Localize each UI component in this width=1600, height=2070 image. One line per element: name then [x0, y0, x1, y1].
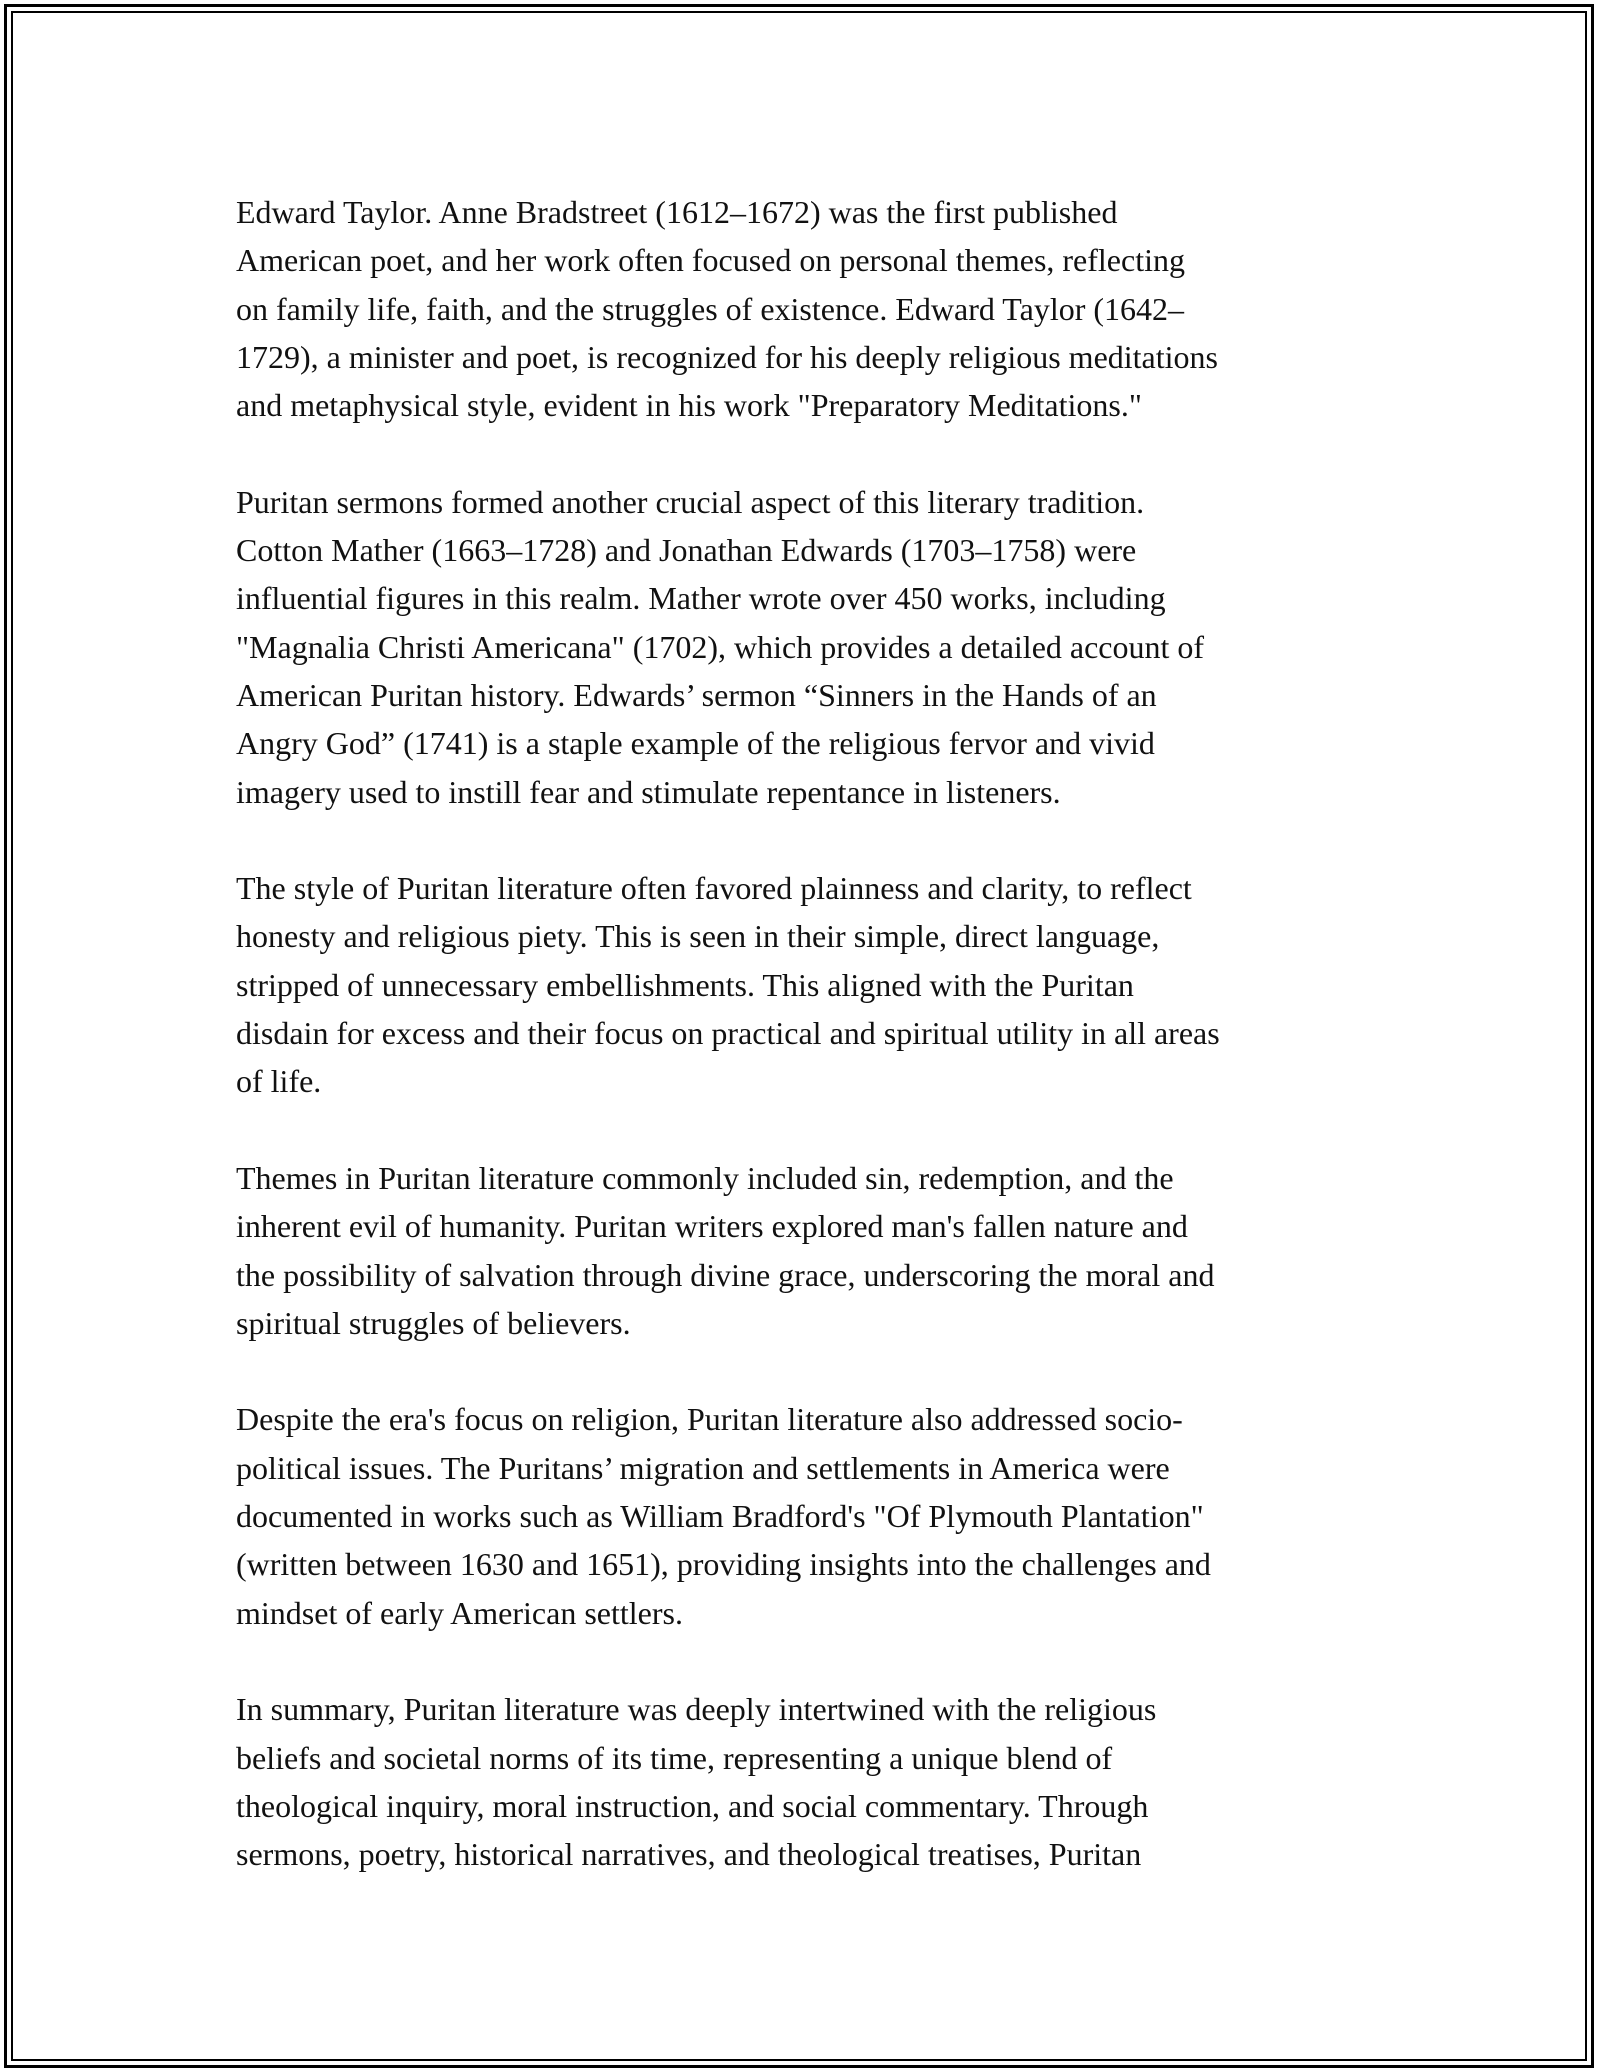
text-line: sermons, poetry, historical narratives, and theological treatises, Puritan — [236, 1836, 1142, 1873]
text-line: inherent evil of humanity. Puritan writers explored man's fallen nature and — [236, 1208, 1188, 1245]
text-line: Themes in Puritan literature commonly included sin, redemption, and the — [236, 1159, 1174, 1196]
paragraph-6 — [236, 1685, 1376, 1878]
paragraph-4 — [236, 1154, 1376, 1347]
text-line: imagery used to instill fear and stimulate repentance in listeners. — [236, 773, 1061, 810]
text-line: of life. — [236, 1063, 322, 1100]
text-line: "Magnalia Christi Americana" (1702), which provides a detailed account of — [236, 628, 1205, 665]
text-line: 1729), a minister and poet, is recognized for his deeply religious meditations — [236, 338, 1218, 375]
text-line: Puritan sermons formed another crucial aspect of this literary tradition. — [236, 483, 1145, 520]
paragraph-2 — [236, 478, 1376, 816]
text-line: documented in works such as William Bradford's "Of Plymouth Plantation" — [236, 1498, 1204, 1535]
text-line: Despite the era's focus on religion, Puritan literature also addressed socio- — [236, 1401, 1183, 1438]
text-line: American poet, and her work often focused on personal themes, reflecting — [236, 242, 1185, 279]
text-line: mindset of early American settlers. — [236, 1594, 683, 1631]
text-line: theological inquiry, moral instruction, and social commentary. Through — [236, 1787, 1149, 1824]
text-line: honesty and religious piety. This is seen in their simple, direct language, — [236, 918, 1160, 955]
text-line: the possibility of salvation through divine grace, underscoring the moral and — [236, 1256, 1215, 1293]
text-line: disdain for excess and their focus on practical and spiritual utility in all areas — [236, 1015, 1220, 1052]
text-line: Angry God” (1741) is a staple example of the religious fervor and vivid — [236, 725, 1155, 762]
document-body — [236, 188, 1376, 1878]
paragraph-1 — [236, 188, 1376, 429]
text-line: influential figures in this realm. Mather wrote over 450 works, including — [236, 580, 1166, 617]
text-line: In summary, Puritan literature was deeply intertwined with the religious — [236, 1691, 1157, 1728]
paragraph-3 — [236, 864, 1376, 1105]
paragraph-5 — [236, 1395, 1376, 1636]
text-line: political issues. The Puritans’ migration and settlements in America were — [236, 1449, 1170, 1486]
text-line: (written between 1630 and 1651), providing insights into the challenges and — [236, 1546, 1211, 1583]
text-line: on family life, faith, and the struggles of existence. Edward Taylor (1642– — [236, 290, 1185, 327]
text-line: stripped of unnecessary embellishments. This aligned with the Puritan — [236, 966, 1134, 1003]
text-line: and metaphysical style, evident in his work "Preparatory Meditations." — [236, 387, 1142, 424]
text-line: Cotton Mather (1663–1728) and Jonathan Edwards (1703–1758) were — [236, 532, 1137, 569]
text-line: beliefs and societal norms of its time, representing a unique blend of — [236, 1739, 1113, 1776]
text-line: American Puritan history. Edwards’ sermon “Sinners in the Hands of an — [236, 676, 1157, 713]
text-line: Edward Taylor. Anne Bradstreet (1612–1672) was the first published — [236, 194, 1118, 230]
text-line: The style of Puritan literature often favored plainness and clarity, to reflect — [236, 870, 1192, 907]
text-line: spiritual struggles of believers. — [236, 1304, 631, 1341]
